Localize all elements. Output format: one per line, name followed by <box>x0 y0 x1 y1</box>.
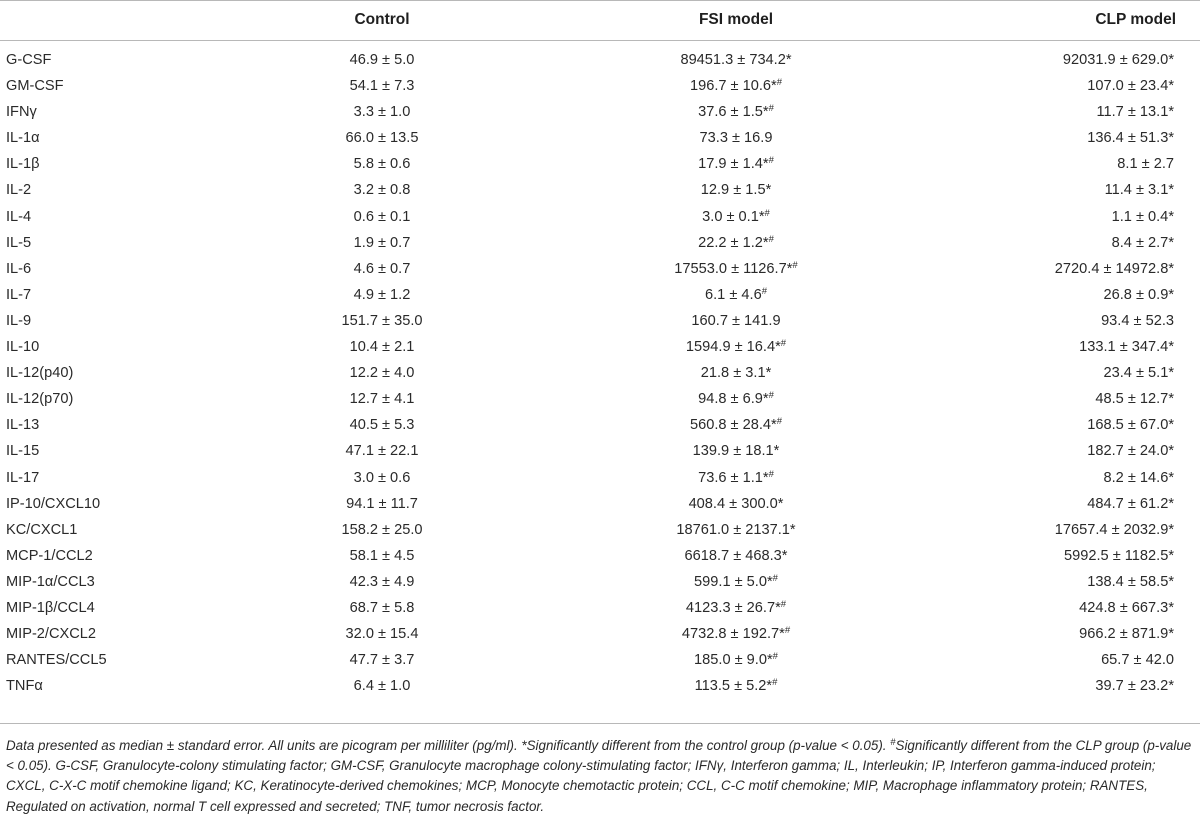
fsi-value <box>701 182 772 198</box>
fsi-value-value: 22.2 ± 1.2 <box>698 234 763 251</box>
fsi-value-value: 185.0 ± 9.0 <box>694 652 767 669</box>
fsi-value-value: 94.8 ± 6.9 <box>698 391 763 408</box>
control-value: 47.1 ± 22.1 <box>345 443 419 460</box>
fsi-value-significance-mark: * <box>765 182 772 199</box>
clp-value-value: 5992.5 ± 1182.5 <box>1064 547 1169 564</box>
fsi-value-value: 4123.3 ± 26.7 <box>685 599 776 616</box>
clp-value-value: 11.4 ± 3.1 <box>1104 182 1169 199</box>
table-row <box>0 337 1200 363</box>
clp-value <box>1087 443 1174 459</box>
fsi-value-significance-mark: *# <box>771 416 783 434</box>
clp-value-significance-mark: * <box>1168 234 1174 251</box>
fsi-value-value: 196.7 ± 10.6 <box>689 78 772 95</box>
control-value: 5.8 ± 0.6 <box>353 156 411 173</box>
clp-value <box>1096 104 1174 120</box>
header-fsi-model: FSI model <box>698 11 774 28</box>
clp-value <box>1087 496 1174 512</box>
fsi-value-significance-mark: * <box>785 52 792 68</box>
control-value: 4.9 ± 1.2 <box>353 286 411 303</box>
cytokine-name: IL-2 <box>6 182 32 199</box>
cytokine-name: IL-1β <box>6 156 40 173</box>
clp-value-value: 17657.4 ± 2032.9 <box>1054 521 1169 538</box>
control-value: 151.7 ± 35.0 <box>341 312 423 329</box>
clp-value-value: 138.4 ± 58.5 <box>1087 573 1169 590</box>
clp-value <box>1095 391 1174 407</box>
fsi-value <box>690 417 782 433</box>
cytokine-name: MIP-1α/CCL3 <box>6 573 95 590</box>
table-row <box>0 624 1200 650</box>
table-row <box>0 468 1200 494</box>
table-row <box>0 50 1200 76</box>
table-row <box>0 676 1200 702</box>
table-row <box>0 572 1200 598</box>
fsi-value-value: 1594.9 ± 16.4 <box>685 339 776 356</box>
clp-value <box>1105 182 1174 198</box>
table-row <box>0 520 1200 546</box>
clp-value-significance-mark: * <box>1168 521 1174 538</box>
clp-value-significance-mark: * <box>1168 104 1174 121</box>
fsi-value-significance-mark: *# <box>762 155 774 173</box>
cytokine-name: IP-10/CXCL10 <box>6 495 101 512</box>
header-control: Control <box>354 11 410 28</box>
cytokine-name: IL-1α <box>6 130 40 147</box>
clp-value-value: 26.8 ± 0.9 <box>1103 286 1169 303</box>
clp-value-value: 65.7 ± 42.0 <box>1101 652 1174 669</box>
clp-value-value: 92031.9 ± 629.0 <box>1062 52 1169 68</box>
cytokine-name: IL-13 <box>6 417 40 434</box>
fsi-value-value: 17553.0 ± 1126.7 <box>674 260 787 277</box>
fsi-value-value: 73.3 ± 16.9 <box>699 130 773 147</box>
fsi-value-value: 139.9 ± 18.1 <box>692 443 774 460</box>
fsi-value-value: 73.6 ± 1.1 <box>698 469 763 486</box>
fsi-value-significance-mark: *# <box>758 207 770 225</box>
clp-value <box>1087 78 1174 94</box>
clp-value <box>1101 652 1174 668</box>
table-row <box>0 285 1200 311</box>
footnote-hash-mark: # <box>890 736 896 748</box>
clp-value-significance-mark: * <box>1168 469 1174 486</box>
clp-value <box>1063 52 1174 68</box>
clp-value <box>1104 470 1175 486</box>
cytokine-name: IL-12(p70) <box>6 391 74 408</box>
fsi-value <box>698 235 774 251</box>
fsi-value-value: 89451.3 ± 734.2 <box>680 52 786 68</box>
control-value: 12.7 ± 4.1 <box>349 391 415 408</box>
clp-value-value: 133.1 ± 347.4 <box>1079 339 1169 356</box>
fsi-value-value: 599.1 ± 5.0 <box>694 573 767 590</box>
fsi-value-significance-mark: * <box>789 521 796 538</box>
clp-value <box>1087 130 1174 146</box>
fsi-value-value: 4732.8 ± 192.7 <box>681 626 780 643</box>
clp-value-value: 11.7 ± 13.1 <box>1096 104 1169 121</box>
clp-value-significance-mark: * <box>1168 417 1174 434</box>
fsi-value-significance-mark: *# <box>762 102 774 121</box>
clp-value <box>1055 261 1174 277</box>
fsi-value-significance-mark: *# <box>766 572 778 590</box>
table-row <box>0 102 1200 128</box>
control-value: 10.4 ± 2.1 <box>349 339 415 356</box>
fsi-value <box>694 574 778 590</box>
fsi-value-value: 113.5 ± 5.2 <box>694 678 767 695</box>
clp-value <box>1095 678 1174 694</box>
footnote-part2: Significantly different from the CLP group (p-value < 0.05). G-CSF, Granulocyte-colony stimulating factor; GM-CSF, Granulocyte macrophage colony-stimulating factor; IFNγ, Interferon gamma; IL, Interleukin; IP, Interferon gamma-induced protein; CXCL, C-X-C motif chemokine ligand; KC, Keratinocyte-derived chemokines; MCP, Monocyte chemotactic protein; CCL, C-C motif chemokine; MIP, Macrophage inflammatory protein; RANTES, Regulated on activation, normal T cell expressed and secreted; TNF, tumor necrosis factor. <box>6 738 1192 814</box>
control-value: 40.5 ± 5.3 <box>349 417 415 434</box>
cytokine-name: MIP-2/CXCL2 <box>6 626 97 643</box>
fsi-value-value: 6618.7 ± 468.3 <box>684 547 782 564</box>
clp-value-significance-mark: * <box>1168 599 1174 616</box>
table-row <box>0 650 1200 676</box>
cytokine-name: IL-7 <box>6 286 32 303</box>
fsi-value <box>702 209 770 225</box>
control-value: 42.3 ± 4.9 <box>349 573 415 590</box>
table-row <box>0 154 1200 180</box>
clp-value-significance-mark: * <box>1168 52 1174 68</box>
fsi-value-significance-mark: *# <box>779 624 791 643</box>
clp-value-significance-mark: * <box>1168 495 1174 512</box>
cytokine-name: IL-5 <box>6 234 32 251</box>
cytokine-name: G-CSF <box>6 52 52 68</box>
table-row <box>0 207 1200 233</box>
cytokine-name: KC/CXCL1 <box>6 521 78 538</box>
fsi-value <box>698 104 774 120</box>
table-body <box>0 50 1200 702</box>
fsi-value-value: 12.9 ± 1.5 <box>700 182 766 199</box>
fsi-value-value: 21.8 ± 3.1 <box>700 365 766 382</box>
fsi-value <box>686 339 786 355</box>
clp-value <box>1079 600 1174 616</box>
fsi-value <box>705 287 767 303</box>
clp-value <box>1064 548 1174 564</box>
bottom-rule <box>0 723 1200 724</box>
clp-value-value: 39.7 ± 23.2 <box>1095 678 1169 695</box>
fsi-value <box>695 678 778 694</box>
table-row <box>0 259 1200 285</box>
clp-value-value: 966.2 ± 871.9 <box>1079 626 1169 643</box>
clp-value-value: 424.8 ± 667.3 <box>1079 599 1169 616</box>
table-row <box>0 76 1200 102</box>
clp-value-significance-mark: * <box>1168 208 1174 225</box>
clp-value-significance-mark: * <box>1168 260 1174 277</box>
header-clp-model: CLP model <box>1095 11 1176 28</box>
clp-value-significance-mark: * <box>1168 286 1174 303</box>
control-value: 1.9 ± 0.7 <box>353 234 411 251</box>
fsi-value-significance-mark: *# <box>771 76 783 95</box>
table-footnote <box>6 736 1194 817</box>
clp-value-value: 48.5 ± 12.7 <box>1095 391 1169 408</box>
cytokine-name: IL-9 <box>6 312 32 329</box>
table-row <box>0 389 1200 415</box>
clp-value-value: 23.4 ± 5.1 <box>1103 365 1169 382</box>
clp-value <box>1087 574 1174 590</box>
clp-value-value: 484.7 ± 61.2 <box>1087 495 1169 512</box>
clp-value-value: 8.4 ± 2.7 <box>1111 234 1169 251</box>
clp-value-significance-mark: * <box>1168 182 1174 199</box>
table-row <box>0 441 1200 467</box>
fsi-value <box>691 313 780 329</box>
control-value: 3.2 ± 0.8 <box>353 182 411 199</box>
clp-value <box>1101 313 1174 329</box>
fsi-value-significance-mark: * <box>765 365 772 382</box>
cytokine-name: TNFα <box>6 678 43 695</box>
table-row <box>0 180 1200 206</box>
fsi-value-significance-mark: *# <box>775 337 787 356</box>
table-row <box>0 546 1200 572</box>
control-value: 54.1 ± 7.3 <box>349 78 415 95</box>
table-row <box>0 598 1200 624</box>
fsi-value <box>690 78 782 94</box>
control-value: 68.7 ± 5.8 <box>349 599 415 616</box>
table-header <box>0 0 1200 40</box>
clp-value-significance-mark: * <box>1168 678 1174 695</box>
clp-value <box>1104 365 1175 381</box>
fsi-value-significance-mark: # <box>761 285 767 297</box>
fsi-value <box>680 52 791 68</box>
clp-value-value: 1.1 ± 0.4 <box>1111 208 1169 225</box>
fsi-value <box>700 130 773 146</box>
table-row <box>0 415 1200 441</box>
cytokine-name: IL-4 <box>6 208 32 225</box>
control-value: 58.1 ± 4.5 <box>349 547 415 564</box>
clp-value-significance-mark: * <box>1168 339 1174 356</box>
clp-value <box>1112 235 1174 251</box>
fsi-value-significance-mark: *# <box>766 677 778 695</box>
fsi-value <box>698 391 774 407</box>
table-row <box>0 363 1200 389</box>
fsi-value <box>694 652 778 668</box>
fsi-value <box>686 600 786 616</box>
clp-value-significance-mark: * <box>1168 573 1174 590</box>
control-value: 0.6 ± 0.1 <box>353 208 411 225</box>
cytokine-name: MIP-1β/CCL4 <box>6 599 95 616</box>
clp-value <box>1104 287 1175 303</box>
control-value: 158.2 ± 25.0 <box>341 521 423 538</box>
cytokine-name: IL-17 <box>6 469 40 486</box>
clp-value-value: 107.0 ± 23.4 <box>1087 78 1169 95</box>
fsi-value <box>689 496 784 512</box>
control-value: 12.2 ± 4.0 <box>349 365 415 382</box>
clp-value <box>1079 626 1174 642</box>
clp-value-value: 182.7 ± 24.0 <box>1087 443 1169 460</box>
fsi-value <box>674 261 797 277</box>
fsi-value-significance-mark: *# <box>766 650 778 669</box>
control-value: 94.1 ± 11.7 <box>346 495 418 512</box>
fsi-value-value: 17.9 ± 1.4 <box>698 156 763 173</box>
fsi-value-significance-mark: *# <box>762 390 774 408</box>
fsi-value-significance-mark: *# <box>762 468 774 486</box>
cytokine-name: IL-12(p40) <box>6 365 74 382</box>
table-row <box>0 128 1200 154</box>
fsi-value-significance-mark: * <box>777 495 784 512</box>
clp-value <box>1117 156 1174 172</box>
fsi-value <box>682 626 790 642</box>
table-row <box>0 311 1200 337</box>
clp-value-significance-mark: * <box>1168 130 1174 147</box>
clp-value-significance-mark: * <box>1168 547 1174 564</box>
clp-value-significance-mark: * <box>1168 443 1174 460</box>
control-value: 66.0 ± 13.5 <box>345 130 419 147</box>
control-value: 46.9 ± 5.0 <box>349 52 415 68</box>
fsi-value-value: 408.4 ± 300.0 <box>688 495 778 512</box>
fsi-value <box>701 365 772 381</box>
fsi-value <box>676 522 795 538</box>
cytokine-name: IL-10 <box>6 339 40 356</box>
fsi-value <box>698 470 774 486</box>
clp-value <box>1087 417 1174 433</box>
cytokine-name: GM-CSF <box>6 78 64 95</box>
fsi-value-value: 37.6 ± 1.5 <box>698 104 763 121</box>
fsi-value-value: 3.0 ± 0.1 <box>702 208 759 225</box>
clp-value-value: 93.4 ± 52.3 <box>1101 312 1174 329</box>
control-value: 4.6 ± 0.7 <box>353 260 411 277</box>
clp-value-significance-mark: * <box>1168 78 1174 95</box>
clp-value-value: 8.1 ± 2.7 <box>1117 156 1174 173</box>
footnote-part1: Data presented as median ± standard error. All units are picogram per milliliter (pg/ml). *Significantly different from the control group (p-value < 0.05). <box>6 738 891 753</box>
header-rule <box>0 40 1200 41</box>
clp-value-value: 136.4 ± 51.3 <box>1087 130 1169 147</box>
fsi-value-significance-mark: *# <box>762 233 774 251</box>
fsi-value-significance-mark: *# <box>775 598 787 616</box>
clp-value-significance-mark: * <box>1168 365 1174 382</box>
clp-value <box>1079 339 1174 355</box>
clp-value-value: 2720.4 ± 14972.8 <box>1054 260 1169 277</box>
control-value: 32.0 ± 15.4 <box>345 626 419 643</box>
clp-value <box>1055 522 1174 538</box>
fsi-value-significance-mark: * <box>773 443 780 460</box>
clp-value-value: 8.2 ± 14.6 <box>1103 469 1169 486</box>
fsi-value-value: 160.7 ± 141.9 <box>691 312 781 329</box>
fsi-value <box>685 548 788 564</box>
fsi-value-significance-mark: * <box>781 547 788 564</box>
clp-value-value: 168.5 ± 67.0 <box>1087 417 1169 434</box>
control-value: 3.0 ± 0.6 <box>353 469 411 486</box>
control-value: 6.4 ± 1.0 <box>353 678 411 695</box>
cytokine-name: IL-15 <box>6 443 40 460</box>
cytokine-name: RANTES/CCL5 <box>6 652 107 669</box>
fsi-value <box>693 443 780 459</box>
fsi-value-value: 560.8 ± 28.4 <box>689 417 772 434</box>
fsi-value-value: 6.1 ± 4.6 <box>705 286 762 303</box>
control-value: 3.3 ± 1.0 <box>353 104 411 121</box>
clp-value <box>1112 209 1174 225</box>
clp-value-significance-mark: * <box>1168 626 1174 643</box>
table-row <box>0 494 1200 520</box>
control-value: 47.7 ± 3.7 <box>349 652 415 669</box>
cytokine-name: MCP-1/CCL2 <box>6 547 93 564</box>
fsi-value-significance-mark: *# <box>786 259 798 277</box>
cytokine-name: IL-6 <box>6 260 32 277</box>
table-row <box>0 233 1200 259</box>
clp-value-significance-mark: * <box>1168 391 1174 408</box>
cytokine-name: IFNγ <box>6 104 37 121</box>
fsi-value <box>698 156 774 172</box>
fsi-value-value: 18761.0 ± 2137.1 <box>676 521 790 538</box>
